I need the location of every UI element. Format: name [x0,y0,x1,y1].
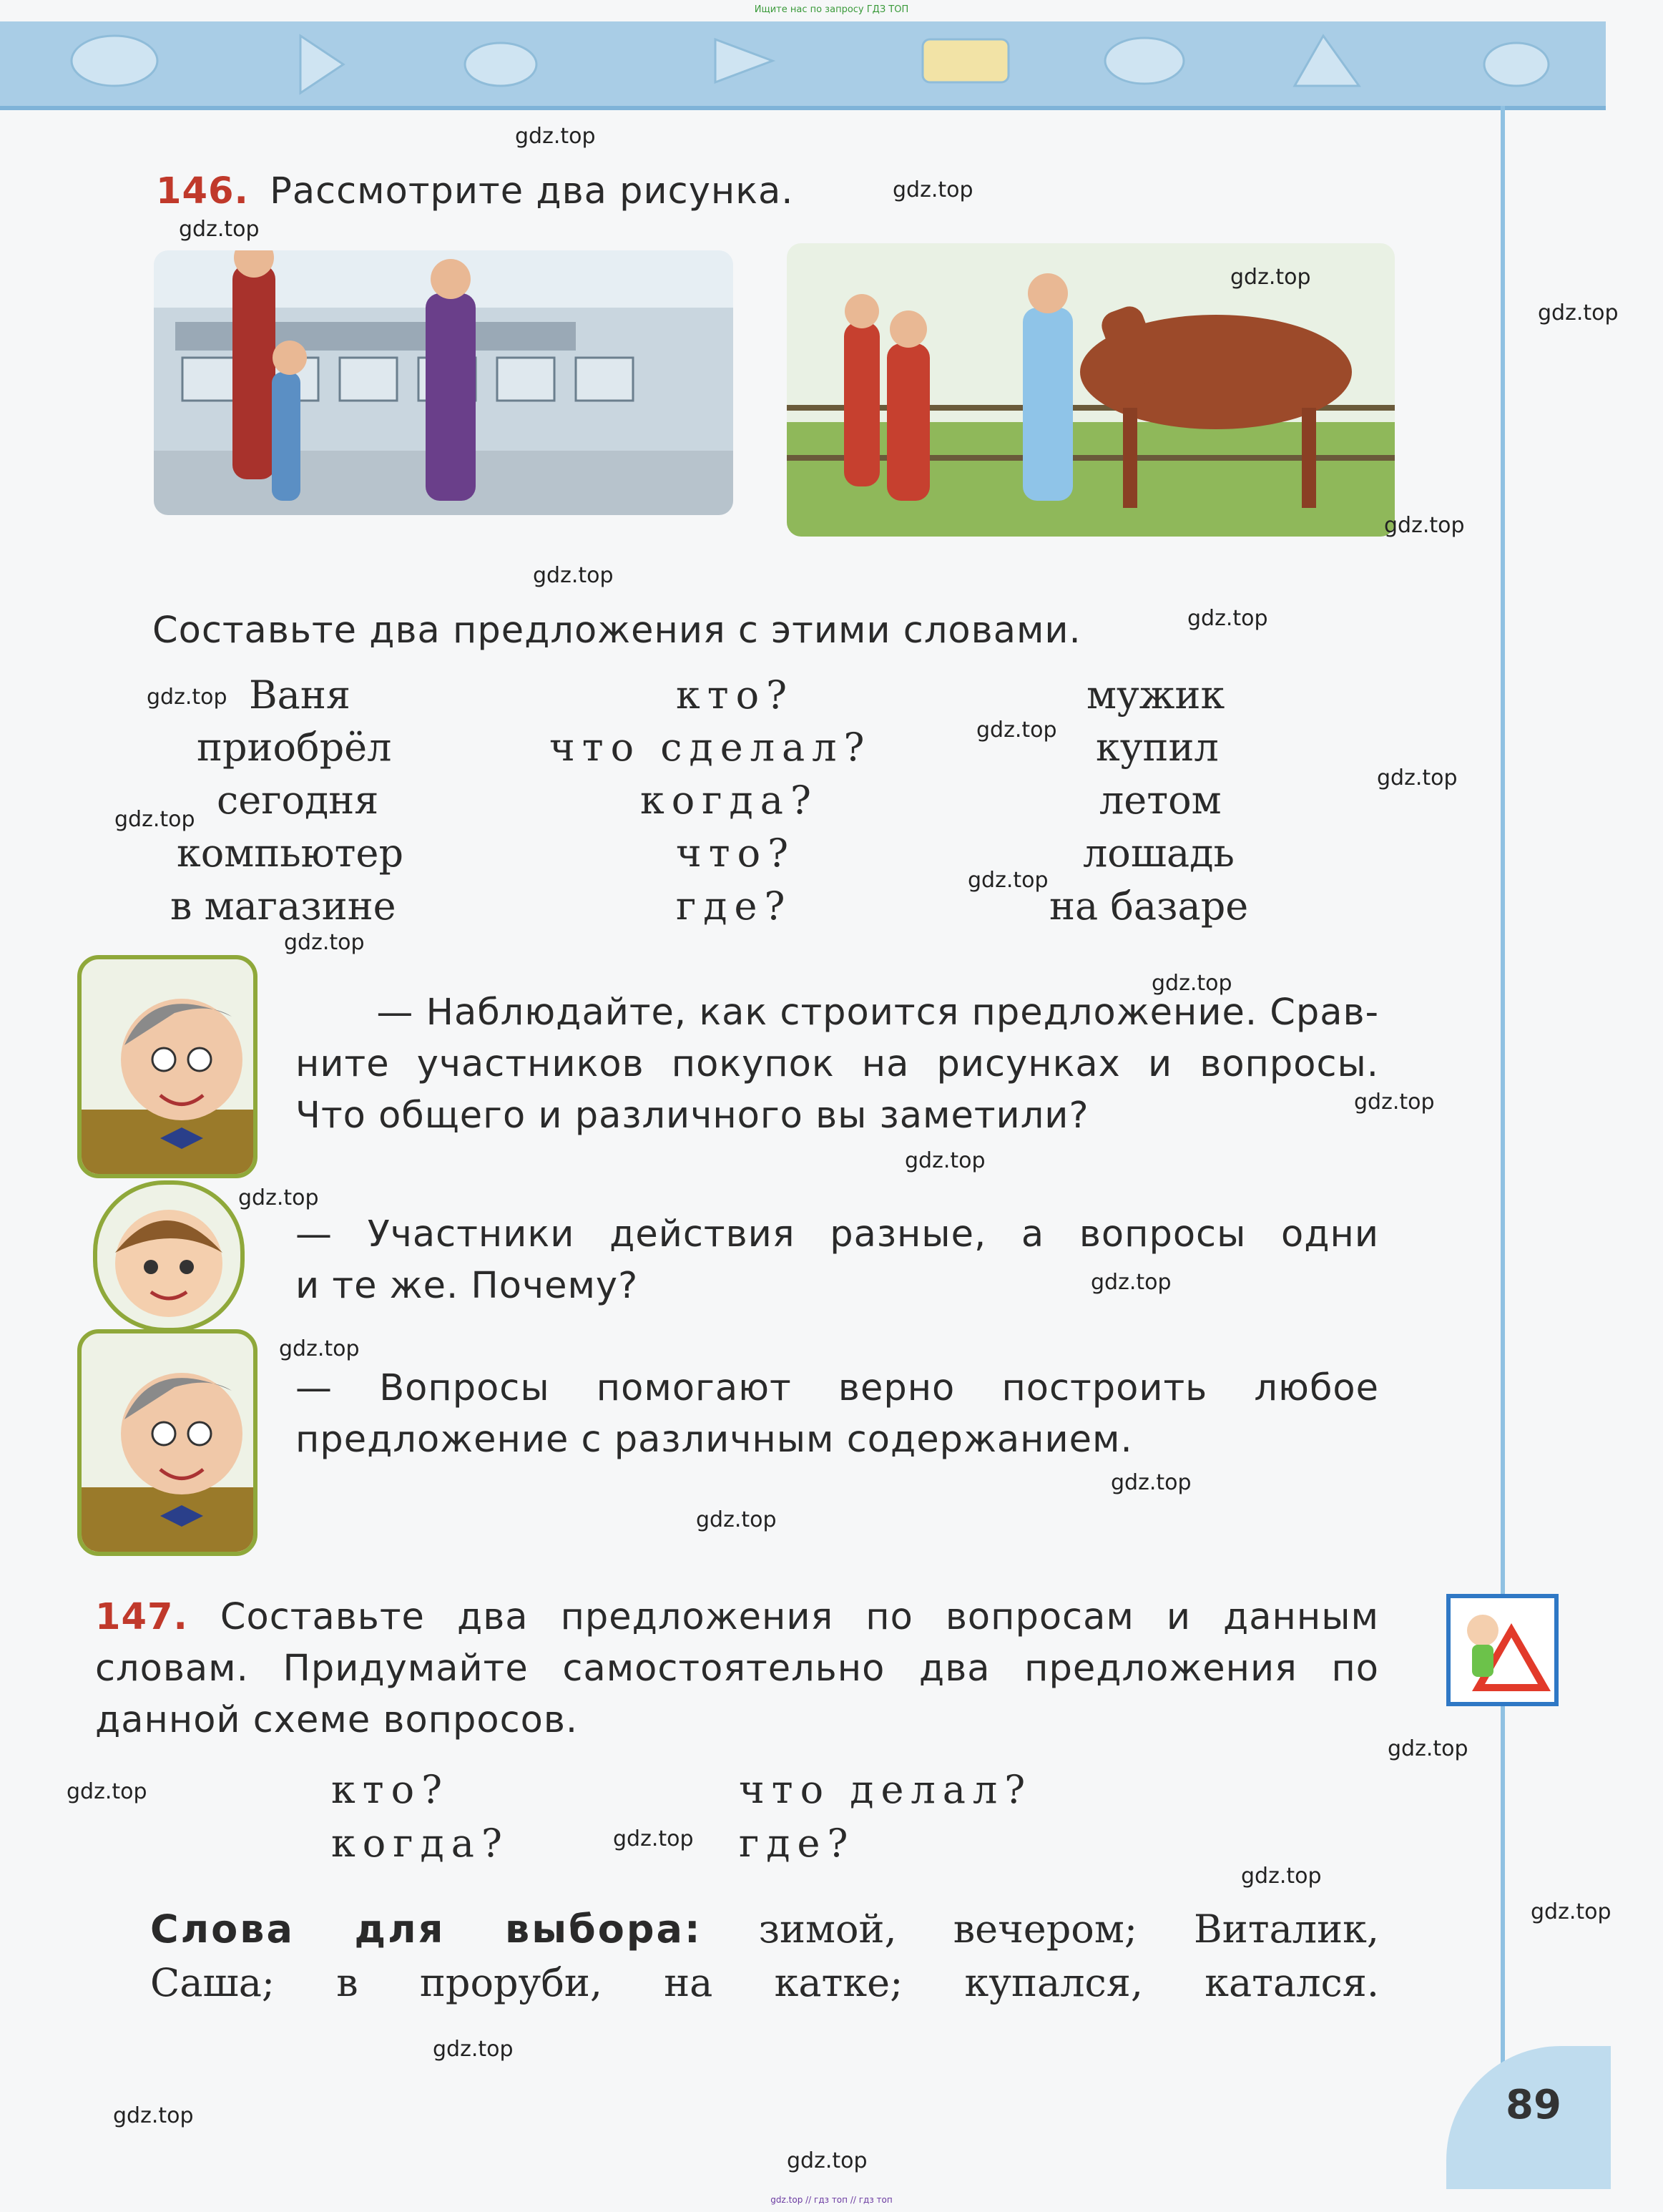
watermark-label: gdz.top [905,1148,986,1173]
watermark-label: gdz.top [238,1185,319,1210]
word-left-5: в магазине [170,884,396,929]
task-146-instruction: Составьте два предложения с этими словами. [152,610,1081,652]
task-147-row-text: Составьте два предложения по вопросам и данным [220,1596,1379,1638]
word-left-2: приобрёл [197,725,392,770]
teacher-line-2-row: предложение с различным содержанием. [295,1419,1133,1461]
top-decorative-band [0,21,1606,110]
task-146-number: 146. [156,170,249,212]
word-left-3: сегодня [217,778,379,823]
boy-line-row: и те же. Почему? [295,1265,639,1307]
teacher-line-2-row: — Вопросы помогают верно построить любое [295,1367,1379,1409]
watermark-label: gdz.top [976,718,1057,743]
task-147-number: 147. [95,1596,188,1638]
word-right-4: лошадь [1083,831,1235,876]
watermark-label: gdz.top [696,1507,777,1532]
top-watermark: Ищите нас по запросу ГДЗ ТОП [754,4,909,15]
watermark-label: gdz.top [1377,765,1458,791]
question-mid-1: кто? [676,672,795,718]
watermark-label: gdz.top [147,685,227,710]
word-left-4: компьютер [177,831,404,876]
question-mid-3: когда? [640,778,818,823]
school-supplies-pattern-icon [0,21,1606,106]
watermark-label: gdz.top [613,1826,694,1851]
teacher-line-1 [295,987,1379,1142]
watermark-label: gdz.top [1388,1736,1468,1761]
safety-warning-icon [1446,1594,1559,1706]
watermark-label: gdz.top [67,1779,147,1804]
words-label: Слова для выбора: [150,1907,702,1952]
watermark-label: gdz.top [114,807,195,832]
teacher-face-icon [82,1333,253,1552]
teacher-avatar-2 [77,1329,257,1556]
right-margin-rule [1501,106,1505,2181]
watermark-label: gdz.top [279,1336,360,1361]
watermark-label: gdz.top [968,868,1049,893]
word-left-1: Ваня [249,672,350,718]
question-mid-4: что? [676,831,796,876]
question-mid-5: где? [676,884,793,929]
word-right-3: летом [1099,778,1222,823]
words-line-2: Саша; в проруби, на катке; купался, катался. [150,1960,1379,2005]
word-right-5: на базаре [1049,884,1249,929]
page-number: 89 [1506,2082,1561,2128]
computer-store-illustration [154,250,733,515]
question-when: когда? [331,1821,509,1866]
watermark-label: gdz.top [533,563,614,588]
teacher-avatar-1 [77,955,257,1178]
question-mid-2: что сделал? [549,725,872,770]
watermark-label: gdz.top [1091,1270,1172,1295]
watermark-label: gdz.top [1230,265,1311,290]
question-who: кто? [331,1767,450,1812]
watermark-label: gdz.top [1187,606,1268,631]
question-where: где? [739,1821,855,1866]
watermark-label: gdz.top [433,2037,514,2062]
task-147-text [95,1592,1379,1746]
teacher-line-2 [295,1363,1379,1466]
watermark-label: gdz.top [113,2103,194,2128]
watermark-label: gdz.top [179,217,260,242]
task-146-heading [156,170,793,212]
watermark-label: gdz.top [1241,1864,1322,1889]
bottom-watermark: gdz.top // гдз топ // гдз топ [770,2195,893,2205]
watermark-label: gdz.top [515,124,596,149]
watermark-label: gdz.top [787,2148,868,2173]
task-147-row: данной схеме вопросов. [95,1699,579,1741]
word-right-2: купил [1096,725,1219,770]
boy-line [295,1209,1379,1312]
watermark-label: gdz.top [1384,513,1465,538]
girl-warning-sign-icon [1451,1598,1554,1702]
boy-face-icon [97,1185,240,1328]
watermark-label: gdz.top [284,930,365,955]
watermark-label: gdz.top [1354,1090,1435,1115]
watermark-label: gdz.top [1538,300,1619,326]
teacher-line-1-row: — Наблюдайте, как строится предложение. Срав- [376,992,1379,1034]
boy-line-row: — Участники действия разные, а вопросы одни [295,1213,1379,1256]
words-line-1 [150,1907,1379,1952]
watermark-label: gdz.top [1531,1899,1612,1924]
teacher-face-icon [82,959,253,1174]
task-147-row: словам. Придумайте самостоятельно два предложения по [95,1648,1379,1690]
words-line-1-text: зимой, вечером; Виталик, [758,1907,1379,1952]
watermark-label: gdz.top [893,177,973,202]
word-right-1: мужик [1086,672,1225,718]
watermark-label: gdz.top [1152,971,1232,996]
teacher-line-1-row: Что общего и различного вы заметили? [295,1095,1089,1137]
watermark-label: gdz.top [1111,1470,1192,1495]
task-147-row [95,1592,1379,1643]
boy-avatar [93,1180,245,1332]
computer-store-scene-icon [154,250,733,515]
task-146-heading-text: Рассмотрите два рисунка. [270,170,794,212]
teacher-line-1-row: ните участников покупок на рисунках и вопросы. [295,1043,1379,1085]
question-what-did: что делал? [739,1767,1033,1812]
